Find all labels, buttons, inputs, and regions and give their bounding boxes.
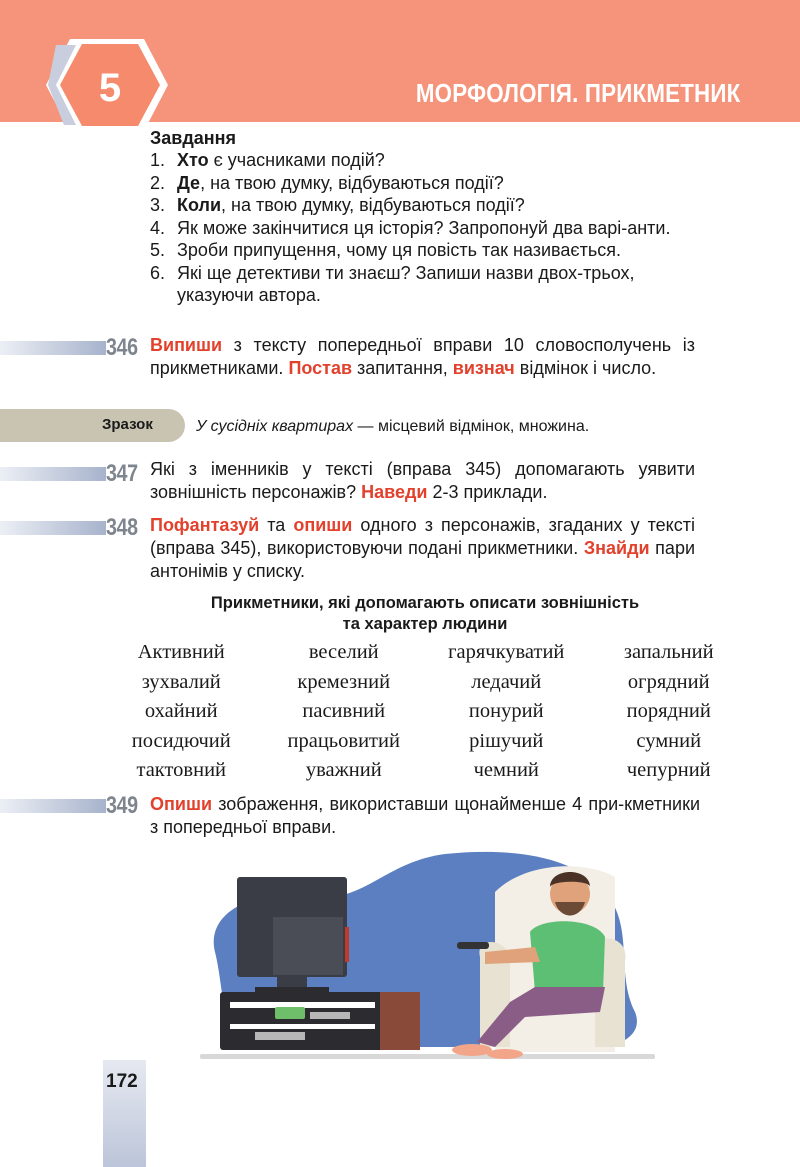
list-item: 1. Хто є учасниками подій? [150,150,385,170]
man-watching-tv-illustration [195,842,665,1072]
exercise-349-text: Опиши зображення, використавши щонайменше 4 при-кметники з попередньої вправи. [150,794,700,837]
adjective-word: запальний [623,641,714,663]
adjective-word: чепурний [626,759,711,781]
adjective-word: сумний [636,729,702,752]
exercise-marker-bar [0,341,106,355]
adjective-word: пасивний [302,700,386,722]
chapter-title: МОРФОЛОГІЯ. ПРИКМЕТНИК [415,78,740,108]
adjective-word: працьовитий [287,729,400,752]
adjective-word: чемний [473,759,539,781]
list-item: 3. Коли, на твою думку, відбуваються події? [150,195,525,215]
exercise-number: 348 [106,514,138,541]
exercise-marker-bar [0,799,106,813]
person-shirt [530,921,605,992]
exercise-number: 346 [106,334,138,361]
adjective-word: огрядний [627,670,710,693]
sample-tab [0,409,185,442]
sample-text: У сусідніх квартирах — місцевий відмінок, множина. [196,418,590,435]
list-item: 4. Як може закінчитися ця історія? Запропонуй два варі-анти. [150,217,671,238]
adjective-word: охайний [144,700,218,722]
adjectives-grid [100,638,750,786]
tasks-list [150,149,710,307]
adjective-word: тактовний [136,759,227,781]
adjective-word: гарячкуватий [448,641,565,663]
adjective-word: зухвалий [141,670,221,693]
tv-stand-side [380,992,420,1050]
exercise-marker-bar [0,521,106,535]
list-item: 6. Які ще детективи ти знаєш? Запиши назви двох-трьох, указуючи автора. [150,262,635,305]
exercise-marker-bar [0,467,106,481]
adjective-word: Активний [137,641,225,663]
page-number: 172 [106,1071,138,1092]
tv-remote [457,942,489,949]
adjective-word: ледачий [471,670,542,693]
adjective-word: понурий [468,700,544,722]
adjective-word: порядний [626,700,711,722]
list-item: 5. Зроби припущення, чому ця повість так називається. [150,240,621,260]
list-item: 2. Де, на твою думку, відбуваються події? [150,172,504,193]
tasks-heading: Завдання [150,128,237,148]
exercise-348-text: Пофантазуй та опиши одного з персонажів, згаданих у тексті (вправа 345), використовуючи подані прикметники. Знайди пари антонімів у списку. [150,515,696,581]
exercise-number: 347 [106,460,138,487]
adjective-word: веселий [308,641,379,663]
sample-label: Зразок [102,416,153,433]
adjectives-heading: Прикметники, які допомагають описати зовнішність та характер людини [210,594,640,633]
adjective-word: посидючий [131,729,231,752]
adjective-word: кремезний [297,670,391,693]
exercise-347-text: Які з іменників у тексті (вправа 345) допомагають уявити зовнішність персонажів? Наведи 2-3 приклади. [150,459,695,502]
console-box [275,1007,305,1019]
floor-line [200,1054,655,1059]
chapter-badge-icon [46,33,170,137]
exercise-346-text: Випиши з тексту попередньої вправи 10 словосполучень із прикметниками. Постав запитання, визнач відмінок і число. [150,335,695,378]
exercise-number: 349 [106,792,138,819]
chapter-number: 5 [98,66,122,110]
adjective-word: уважний [305,759,382,781]
adjective-word: рішучий [469,729,544,752]
